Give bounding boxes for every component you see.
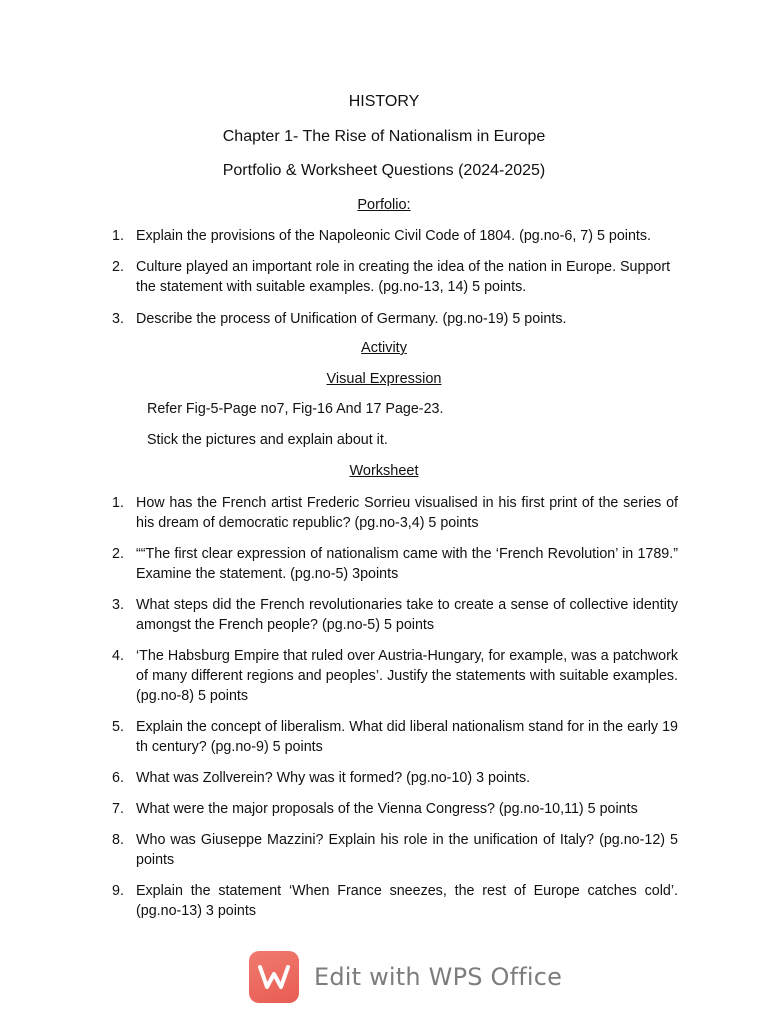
subject-heading: HISTORY (348, 93, 420, 110)
list-item: 4. ‘The Habsburg Empire that ruled over Austria-Hungary, for example, was a patchwork of many different regions and peoples’. Justify the statements with suitable examples. (pg.no-8) 5 points (112, 648, 678, 704)
wps-edit-banner[interactable] (249, 950, 562, 1004)
worksheet-list (112, 493, 678, 932)
activity-heading: Activity (361, 340, 407, 356)
list-item: 1. How has the French artist Frederic Sorrieu visualised in his first print of the series of his dream of democratic republic? (pg.no-3,4) 5 points (112, 495, 678, 531)
worksheet-heading: Worksheet (349, 463, 419, 479)
wps-w-glyph-icon (257, 962, 291, 992)
activity-instruction-2: Stick the pictures and explain about it. (147, 432, 388, 448)
wps-edit-label[interactable]: Edit with WPS Office (314, 963, 563, 991)
list-item: 3. What steps did the French revolutionaries take to create a sense of collective identity amongst the French people? (pg.no-5) 5 points (112, 597, 678, 633)
activity-instruction-1: Refer Fig-5-Page no7, Fig-16 And 17 Page-23. (147, 401, 444, 417)
portfolio-list (112, 226, 678, 340)
document-subtitle: Portfolio & Worksheet Questions (2024-2025) (222, 162, 546, 179)
list-item: 2. ““The first clear expression of nationalism came with the ‘French Revolution’ in 1789.” Examine the statement. (pg.no-5) 3points (112, 546, 678, 582)
list-item: 7. What were the major proposals of the Vienna Congress? (pg.no-10,11) 5 points (112, 801, 638, 817)
list-item: 1. Explain the provisions of the Napoleonic Civil Code of 1804. (pg.no-6, 7) 5 points. (112, 228, 651, 244)
list-item: 6. What was Zollverein? Why was it formed? (pg.no-10) 3 points. (112, 770, 531, 786)
list-item: 9. Explain the statement ‘When France sneezes, the rest of Europe catches cold’. (pg.no-13) 3 points (112, 883, 678, 919)
list-item: 2. Culture played an important role in creating the idea of the nation in Europe. Support the statement with suitable examples. (pg.no-13, 14) 5 points. (112, 259, 671, 295)
wps-logo-icon (249, 951, 299, 1003)
visual-expression-heading: Visual Expression (326, 371, 442, 387)
list-item: 3. Describe the process of Unification of Germany. (pg.no-19) 5 points. (112, 311, 567, 327)
list-item: 8. Who was Giuseppe Mazzini? Explain his role in the unification of Italy? (pg.no-12) 5 points (112, 832, 678, 868)
chapter-title: Chapter 1- The Rise of Nationalism in Europe (222, 128, 546, 145)
list-item: 5. Explain the concept of liberalism. What did liberal nationalism stand for in the early 19 th century? (pg.no-9) 5 points (112, 719, 678, 755)
portfolio-heading: Porfolio: (357, 197, 411, 213)
